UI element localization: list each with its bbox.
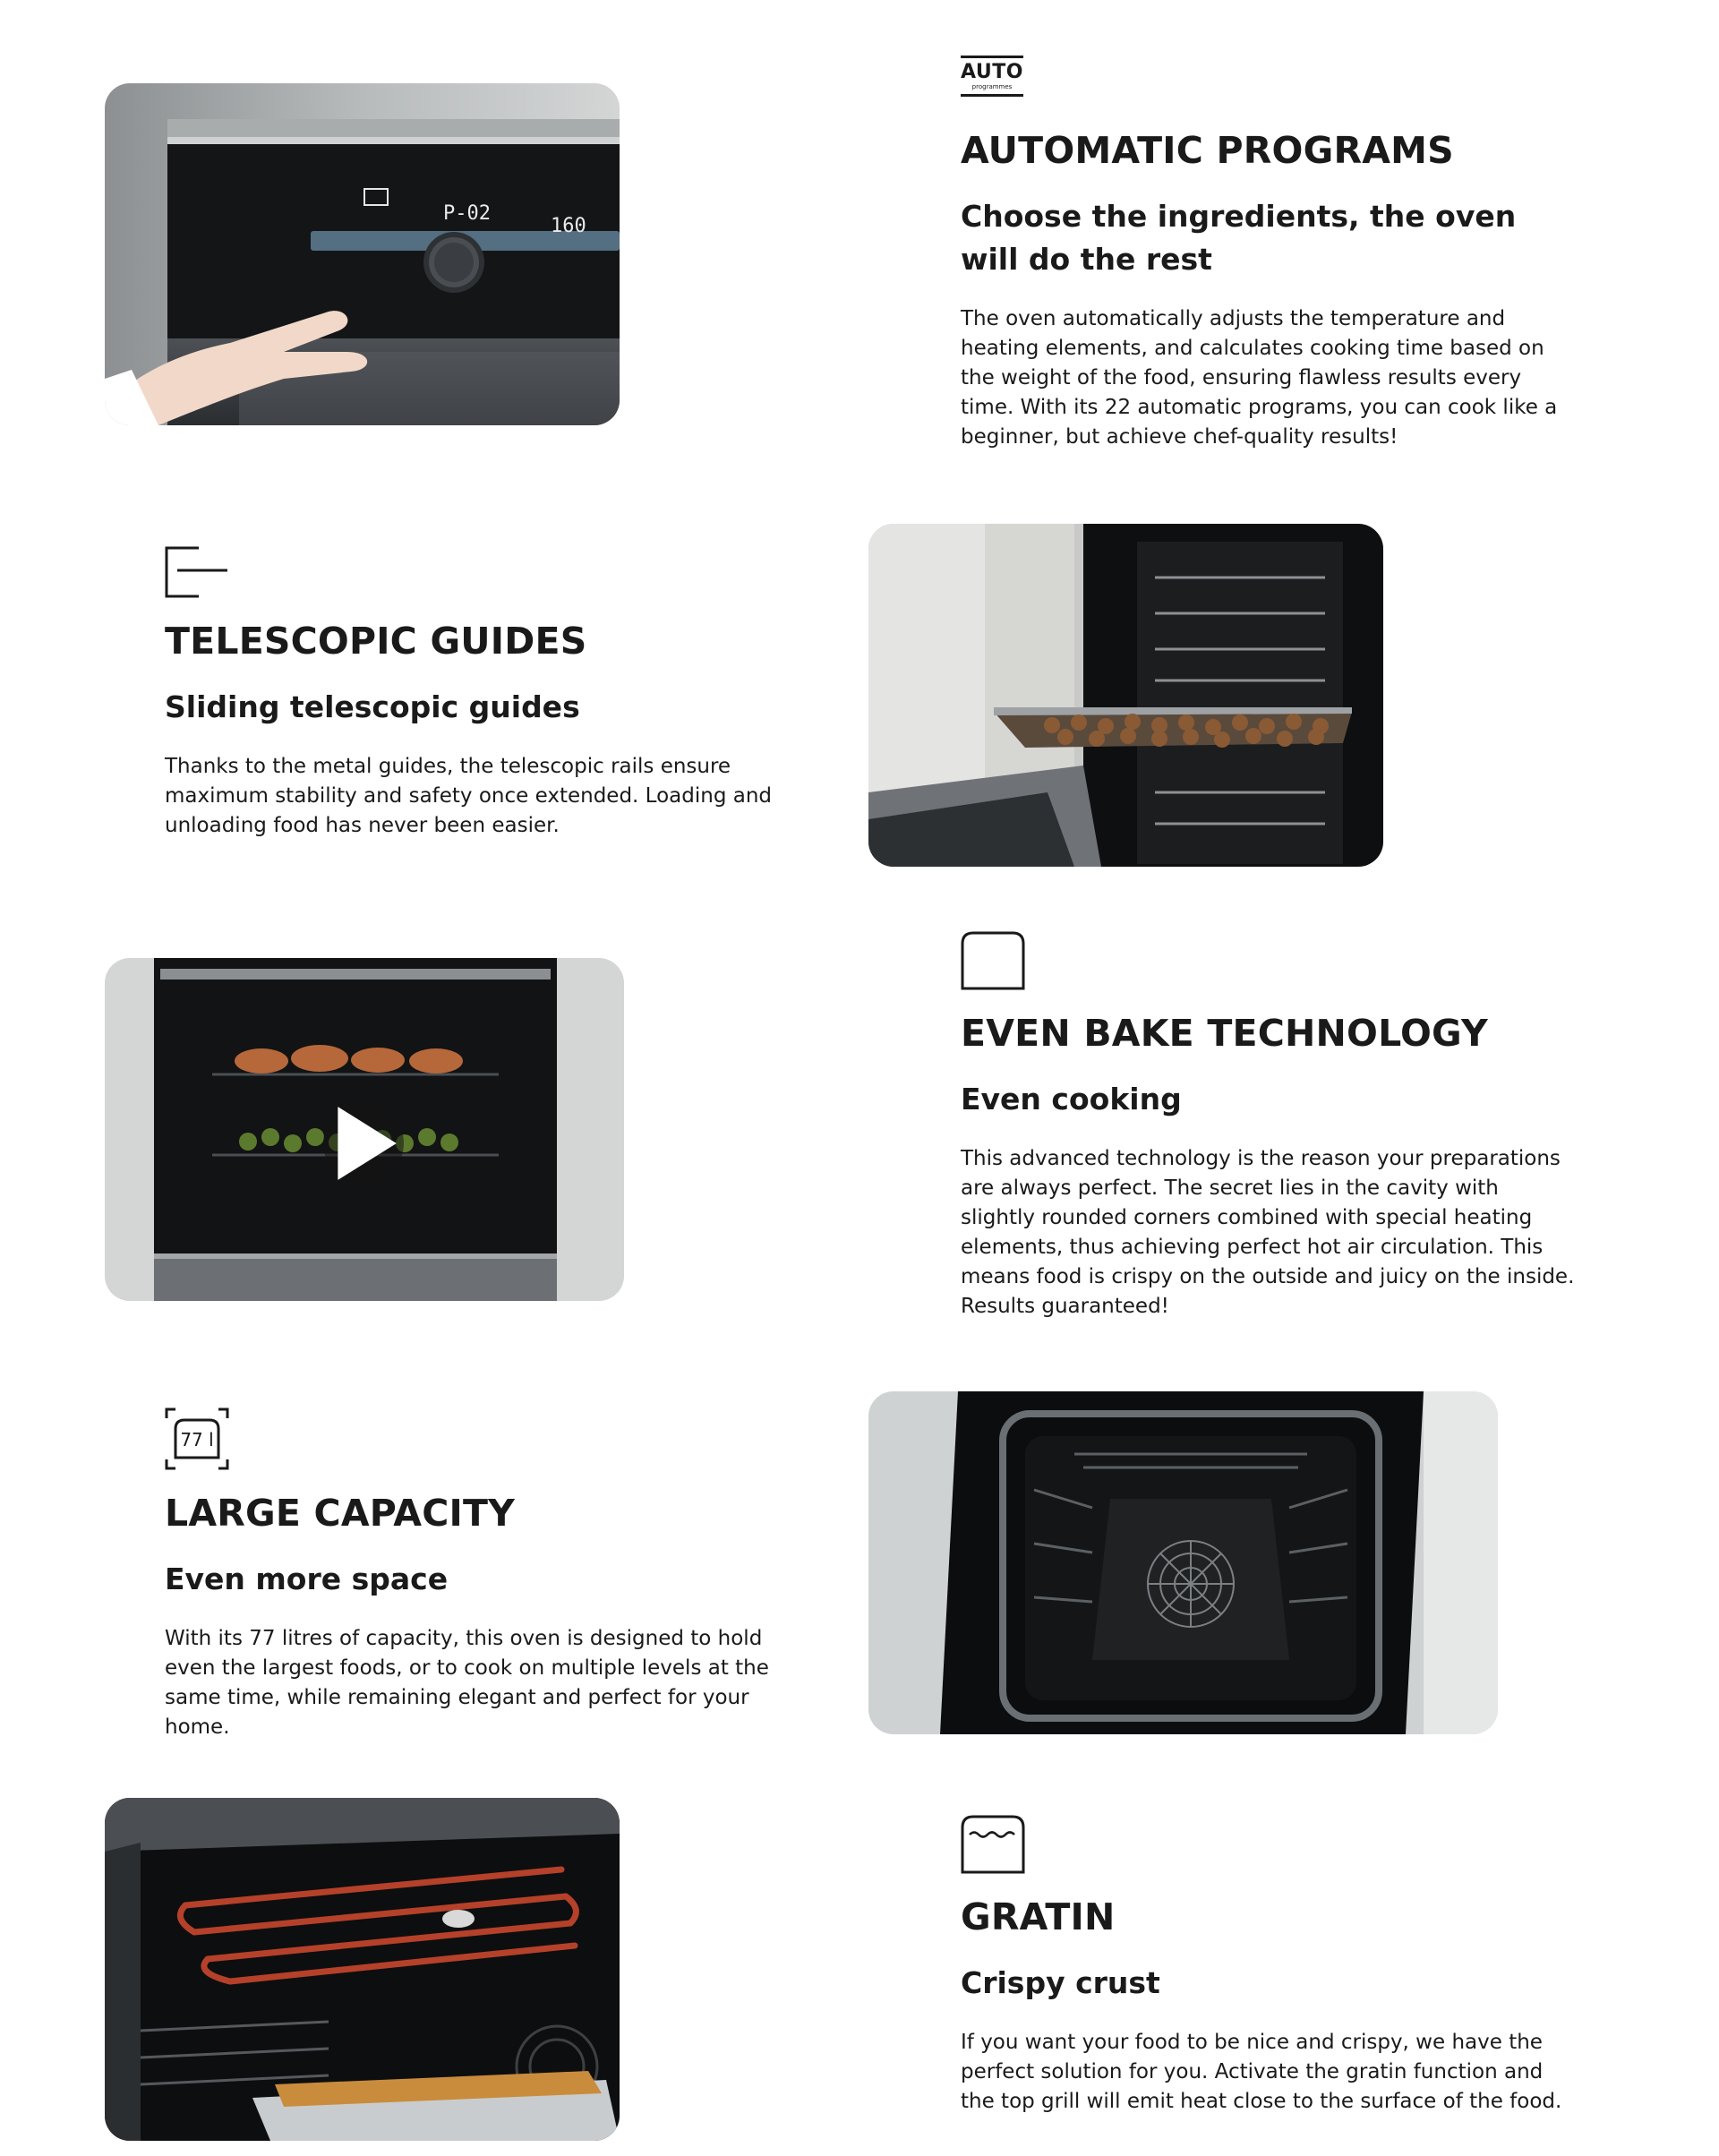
gratin-icon [961, 1815, 1025, 1874]
feature-subtitle: Even cooking [961, 1081, 1182, 1116]
gratin-grill-photo [105, 1798, 620, 2141]
feature-even-bake [961, 931, 1587, 1322]
capacity-icon-label: 77 l [180, 1429, 214, 1450]
feature-subtitle: Even more space [165, 1561, 449, 1596]
oven-control-panel-photo [105, 83, 620, 425]
even-bake-video[interactable] [105, 958, 624, 1301]
auto-programmes-icon [961, 56, 1023, 97]
auto-badge-sub: programmes [971, 83, 1013, 90]
feature-gratin [961, 1815, 1587, 2117]
telescopic-rails-illustration [868, 524, 1383, 867]
feature-description: The oven automatically adjusts the temperature and heating elements, and calculates cooking time based on the weight of the food, ensuring flawless results every time. With its 22 automatic programs, you can cook like a beginner, but achieve chef-quality results! [961, 306, 1558, 449]
feature-title: EVEN BAKE TECHNOLOGY [961, 1012, 1488, 1055]
telescopic-rails-photo [868, 524, 1383, 867]
feature-description: With its 77 litres of capacity, this oven is designed to hold even the largest foods, or to cook on multiple levels at the same time, while remaining elegant and perfect for your home. [165, 1626, 769, 1739]
telescopic-guides-icon [165, 546, 229, 598]
feature-description: Thanks to the metal guides, the telescopic rails ensure maximum stability and safety once extended. Loading and unloading food has never been easier. [165, 754, 773, 837]
feature-description: If you want your food to be nice and crispy, we have the perfect solution for you. Activate the gratin function and the top grill will emit heat close to the surface of the food. [961, 2030, 1562, 2113]
feature-telescopic-guides [165, 546, 791, 841]
play-icon [323, 1103, 404, 1184]
feature-large-capacity [165, 1407, 791, 1742]
auto-badge-main: AUTO [961, 61, 1023, 83]
feature-title: TELESCOPIC GUIDES [165, 620, 587, 663]
feature-subtitle: Sliding telescopic guides [165, 689, 580, 724]
feature-title: LARGE CAPACITY [165, 1492, 515, 1535]
oven-display-temperature: 160 [551, 215, 586, 237]
oven-display-program: P-02 [443, 202, 491, 225]
oven-interior-illustration [868, 1391, 1498, 1734]
feature-title: GRATIN [961, 1895, 1116, 1938]
feature-description: This advanced technology is the reason your preparations are always perfect. The secret lies in the cavity with slightly rounded corners combined with special heating elements, thus achieving perfect hot air circulation. This means food is crispy on the outside and juicy on the inside. Results guaranteed! [961, 1146, 1575, 1318]
feature-title: AUTOMATIC PROGRAMS [961, 129, 1454, 172]
play-button[interactable] [323, 1103, 404, 1184]
oven-cavity-icon [961, 931, 1025, 990]
gratin-grill-illustration [105, 1798, 620, 2141]
feature-subtitle: Choose the ingredients, the oven will do the rest [961, 198, 1517, 277]
oven-control-panel-illustration [105, 83, 620, 425]
feature-automatic-programs [961, 56, 1587, 452]
feature-subtitle: Crispy crust [961, 1964, 1160, 2000]
capacity-77l-icon [165, 1407, 229, 1470]
oven-interior-photo [868, 1391, 1498, 1734]
